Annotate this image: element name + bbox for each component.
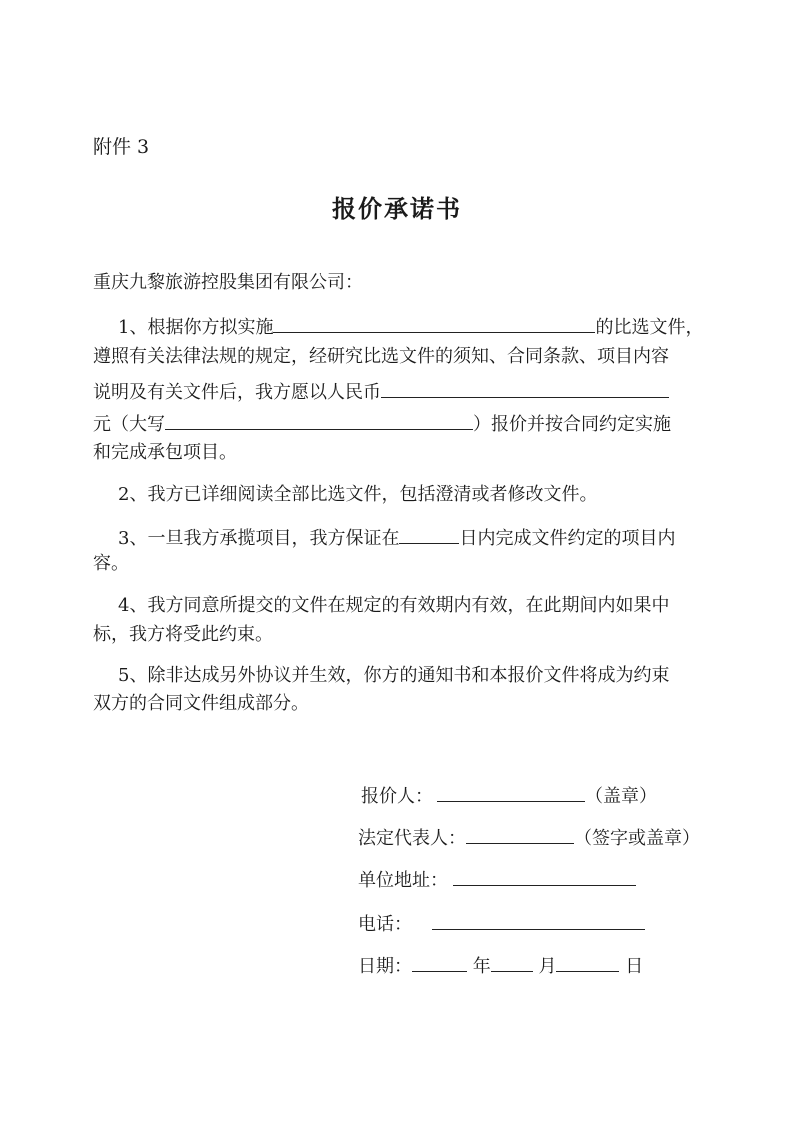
bidder-field[interactable] (437, 783, 585, 802)
month-field[interactable] (491, 953, 533, 972)
amount-rmb-field[interactable] (381, 379, 669, 398)
clause-1-line-2: 遵照有关法律法规的规定，经研究比选文件的须知、合同条款、项目内容 (93, 346, 669, 367)
address-label: 单位地址： (358, 870, 448, 891)
clause-1-text-end: 的比选文件， (595, 317, 704, 338)
address-field[interactable] (453, 867, 636, 886)
legal-rep-label: 法定代表人： (358, 828, 466, 849)
clause-1-line-5: 和完成承包项目。 (93, 442, 237, 463)
amount-uppercase-field[interactable] (165, 411, 473, 430)
clause-3-text-end: 日内完成文件约定的项目内 (459, 528, 676, 549)
clause-5-line-2: 双方的合同文件组成部分。 (93, 693, 309, 714)
bidder-label: 报价人： (361, 786, 433, 807)
date-row (358, 953, 643, 977)
days-field[interactable] (399, 525, 459, 544)
project-name-field[interactable] (273, 314, 595, 333)
day-field[interactable] (556, 953, 619, 972)
clause-1-text-end: ）报价并按合同约定实施 (473, 414, 671, 435)
clause-3-text: 3、一旦我方承揽项目，我方保证在 (118, 528, 400, 549)
clause-2: 2、我方已详细阅读全部比选文件，包括澄清或者修改文件。 (118, 484, 598, 505)
clause-1-line-1 (118, 314, 703, 338)
legal-rep-field[interactable] (466, 825, 574, 844)
year-field[interactable] (412, 953, 467, 972)
clause-1-text: 1、根据你方拟实施 (118, 317, 274, 338)
phone-field[interactable] (432, 911, 645, 930)
date-label: 日期： (358, 956, 412, 977)
legal-rep-row (358, 825, 700, 849)
clause-4-line-2: 标，我方将受此约束。 (93, 624, 273, 645)
clause-5-line-1: 5、除非达成另外协议并生效，你方的通知书和本报价文件将成为约束 (118, 665, 670, 686)
clause-1-line-4 (93, 411, 671, 435)
year-label: 年 (472, 956, 491, 977)
address-row (358, 867, 636, 891)
bidder-row (361, 783, 657, 807)
clause-1-line-3 (93, 379, 669, 403)
day-label: 日 (625, 956, 644, 977)
clause-4-line-1: 4、我方同意所提交的文件在规定的有效期内有效，在此期间内如果中 (118, 595, 670, 616)
addressee: 重庆九黎旅游控股集团有限公司： (93, 272, 363, 293)
attachment-label: 附件 3 (93, 136, 150, 158)
document-title: 报价承诺书 (332, 194, 462, 223)
phone-label: 电话： (358, 914, 412, 935)
phone-row (358, 911, 645, 935)
clause-1-text: 说明及有关文件后，我方愿以人民币 (93, 382, 381, 403)
clause-3-line-1 (118, 525, 675, 549)
month-label: 月 (538, 956, 557, 977)
clause-1-text: 元（大写 (93, 414, 165, 435)
bidder-note: （盖章） (585, 786, 657, 807)
clause-3-line-2: 容。 (93, 553, 129, 574)
legal-rep-note: （签字或盖章） (574, 828, 700, 849)
